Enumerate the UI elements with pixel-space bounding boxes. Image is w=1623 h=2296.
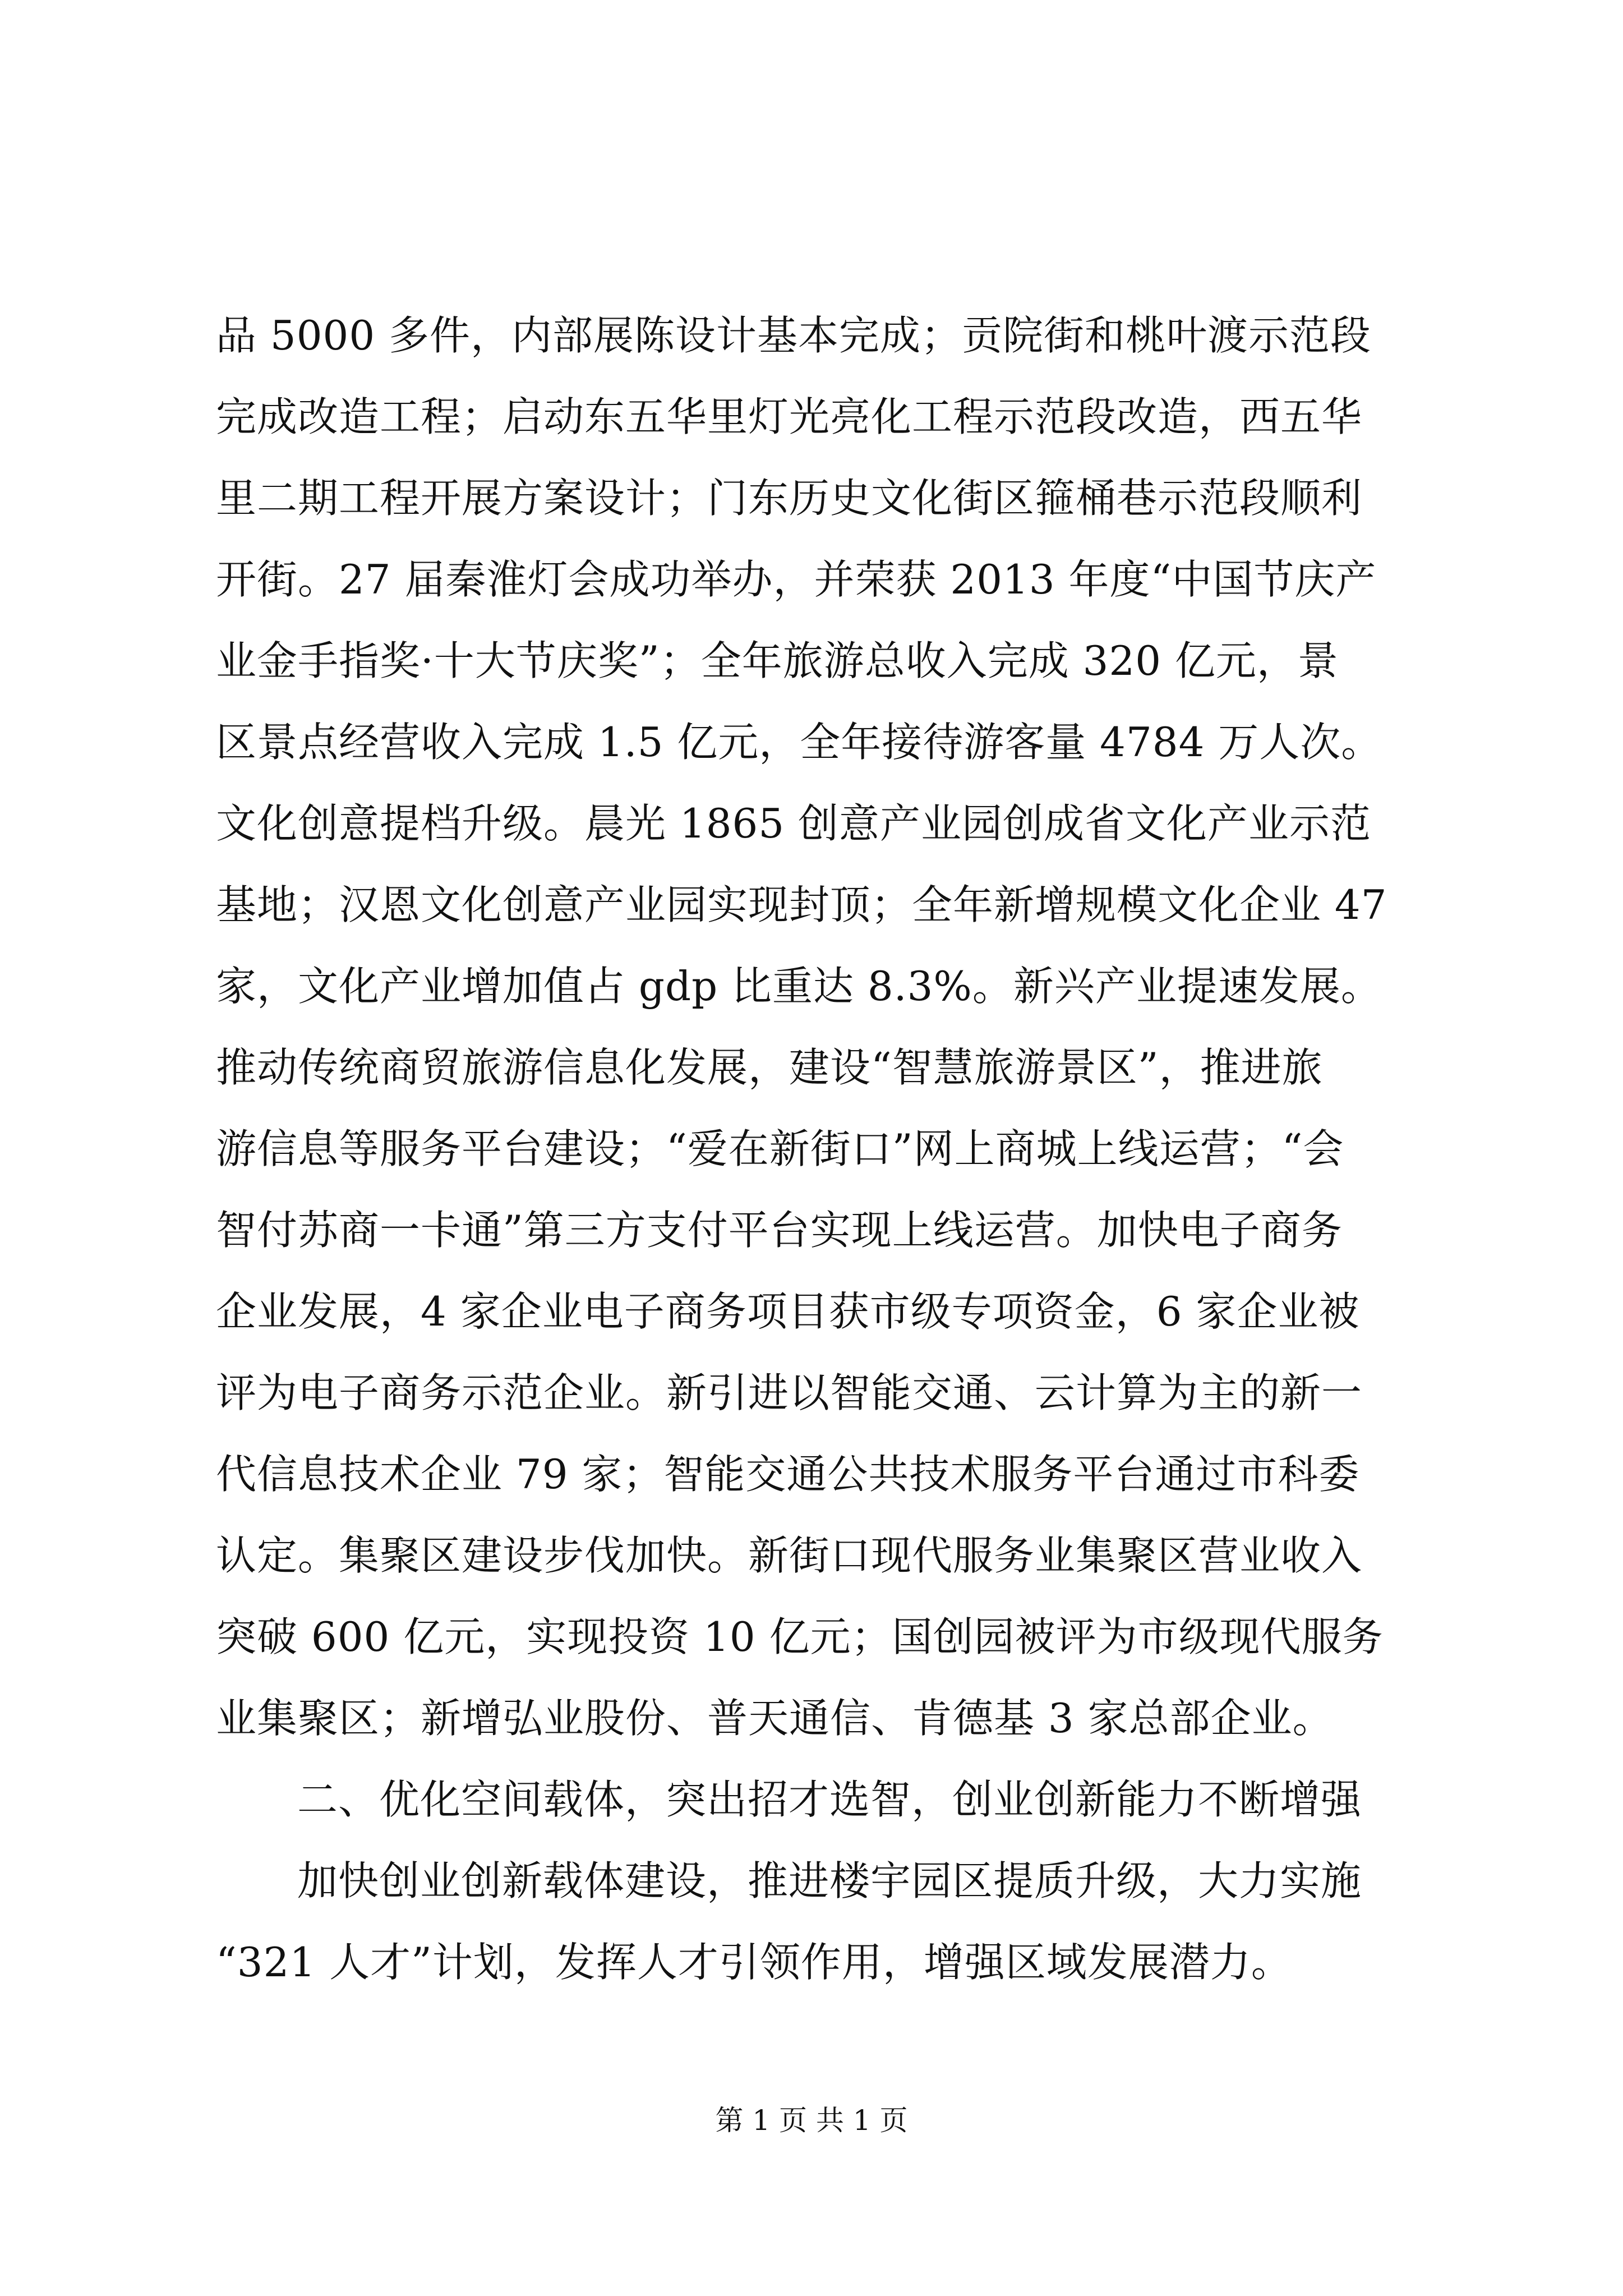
paragraph-line: “321 人才”计划，发挥人才引领作用，增强区域发展潜力。 xyxy=(216,1939,1292,1986)
paragraph-line: 评为电子商务示范企业。新引进以智能交通、云计算为主的新一 xyxy=(216,1369,1363,1416)
paragraph-line: 业集聚区；新增弘业股份、普天通信、肯德基 3 家总部企业。 xyxy=(216,1695,1334,1742)
paragraph-line: 推动传统商贸旅游信息化发展，建设“智慧旅游景区”，推进旅 xyxy=(216,1044,1323,1091)
paragraph-line: 代信息技术企业 79 家；智能交通公共技术服务平台通过市科委 xyxy=(216,1451,1360,1498)
page-number-footer: 第 1 页 共 1 页 xyxy=(715,2104,908,2137)
paragraph-line: 突破 600 亿元，实现投资 10 亿元；国创园被评为市级现代服务 xyxy=(216,1613,1384,1660)
paragraph-line: 开街。27 届秦淮灯会成功举办，并荣获 2013 年度“中国节庆产 xyxy=(216,556,1377,603)
paragraph-line: 家，文化产业增加值占 gdp 比重达 8.3%。新兴产业提速发展。 xyxy=(216,963,1382,1010)
paragraph-line: 基地；汉恩文化创意产业园实现封顶；全年新增规模文化企业 47 xyxy=(216,881,1387,928)
paragraph-line: 加快创业创新载体建设，推进楼宇园区提质升级，大力实施 xyxy=(297,1857,1362,1904)
paragraph-line: 认定。集聚区建设步伐加快。新街口现代服务业集聚区营业收入 xyxy=(216,1532,1363,1579)
paragraph-line: 里二期工程开展方案设计；门东历史文化街区箍桶巷示范段顺利 xyxy=(216,475,1363,522)
paragraph-line: 品 5000 多件，内部展陈设计基本完成；贡院街和桃叶渡示范段 xyxy=(216,312,1372,359)
paragraph-line: 企业发展，4 家企业电子商务项目获市级专项资金，6 家企业被 xyxy=(216,1288,1360,1335)
paragraph-line: 区景点经营收入完成 1.5 亿元，全年接待游客量 4784 万人次。 xyxy=(216,719,1382,766)
section-heading: 二、优化空间载体，突出招才选智，创业创新能力不断增强 xyxy=(297,1776,1362,1823)
paragraph-line: 游信息等服务平台建设；“爱在新街口”网上商城上线运营；“会 xyxy=(216,1125,1344,1172)
paragraph-line: 完成改造工程；启动东五华里灯光亮化工程示范段改造，西五华 xyxy=(216,393,1363,440)
paragraph-line: 业金手指奖·十大节庆奖”；全年旅游总收入完成 320 亿元，景 xyxy=(216,637,1339,684)
paragraph-line: 智付苏商一卡通”第三方支付平台实现上线运营。加快电子商务 xyxy=(216,1207,1343,1254)
paragraph-line: 文化创意提档升级。晨光 1865 创意产业园创成省文化产业示范 xyxy=(216,800,1372,847)
